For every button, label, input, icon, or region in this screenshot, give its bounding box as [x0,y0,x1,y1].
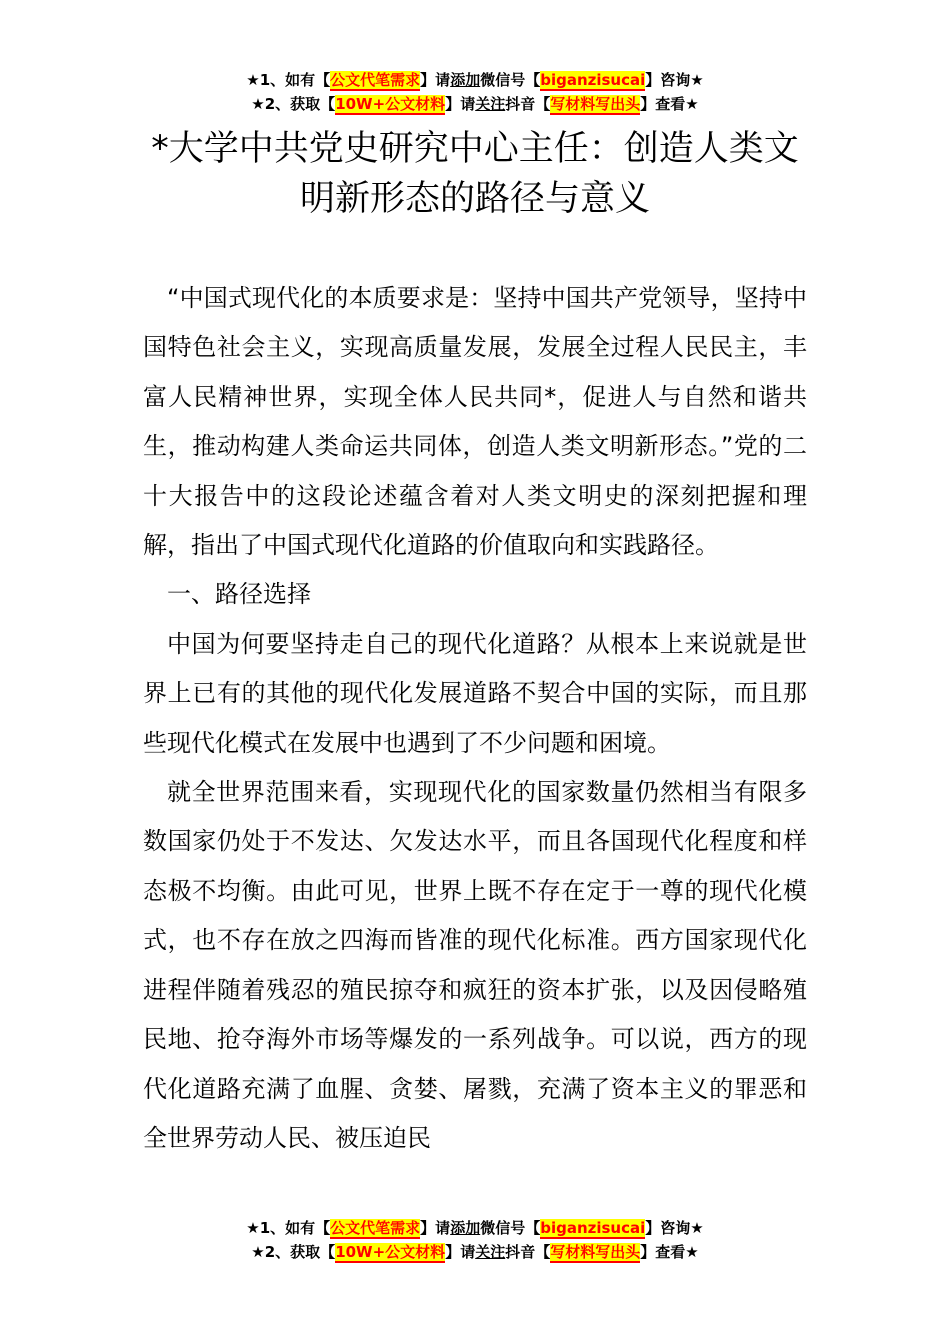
banner-text: 抖音【 [505,95,551,113]
banner-text: 】查看★ [640,1243,699,1261]
banner-highlight: biganzisucai [540,1219,646,1237]
footer-banner [0,1216,950,1264]
banner-underlined: 添加 [450,1219,481,1237]
banner-text: ★2、获取【 [251,95,336,113]
banner-text: 】请 [420,71,451,89]
banner-line-2 [0,1240,950,1264]
banner-line-1 [0,1216,950,1240]
banner-text: 】请 [445,1243,476,1261]
banner-text: 】咨询★ [645,1219,704,1237]
banner-text: ★1、如有【 [246,71,331,89]
banner-text: 】请 [445,95,476,113]
banner-highlight: 公文代笔需求 [330,1219,421,1237]
header-banner [0,68,950,116]
banner-underlined: 关注 [475,1243,506,1261]
banner-highlight: 公文代笔需求 [330,71,421,89]
banner-highlight: 写材料写出头 [550,95,641,113]
paragraph: 就全世界范围来看，实现现代化的国家数量仍然相当有限多数国家仍处于不发达、欠发达水平，而且各国现代化程度和样态极不均衡。由此可见，世界上既不存在定于一尊的现代化模式，也不存在放之四海而皆准的现代化标准。西方国家现代化进程伴随着残忍的殖民掠夺和疯狂的资本扩张，以及因侵略殖民地、抢夺海外市场等爆发的一系列战争。可以说，西方的现代化道路充满了血腥、贪婪、屠戮，充满了资本主义的罪恶和全世界劳动人民、被压迫民 [143,778,807,1152]
paragraph: “中国式现代化的本质要求是：坚持中国共产党领导，坚持中国特色社会主义，实现高质量发展，发展全过程人民民主，丰富人民精神世界，实现全体人民共同*，促进人与自然和谐共生，推动构建人类命运共同体，创造人类文明新形态。”党的二十大报告中的这段论述蕴含着对人类文明史的深刻把握和理解，指出了中国式现代化道路的价值取向和实践路径。 [143,284,807,560]
banner-text: ★1、如有【 [246,1219,331,1237]
banner-text: 微信号【 [480,1219,541,1237]
banner-text: 微信号【 [480,71,541,89]
paragraph: 中国为何要坚持走自己的现代化道路？从根本上来说就是世界上已有的其他的现代化发展道路不契合中国的实际，而且那些现代化模式在发展中也遇到了不少问题和困境。 [143,629,807,757]
section-heading: 一、路径选择 [167,580,311,609]
banner-text: ★2、获取【 [251,1243,336,1261]
banner-text: 】请 [420,1219,451,1237]
banner-text: 】查看★ [640,95,699,113]
banner-highlight: 写材料写出头 [550,1243,641,1261]
banner-highlight: 10W+公文材料 [335,1243,446,1261]
banner-text: 】咨询★ [645,71,704,89]
banner-underlined: 关注 [475,95,506,113]
banner-text: 抖音【 [505,1243,551,1261]
banner-highlight: 10W+公文材料 [335,95,446,113]
banner-line-1 [0,68,950,92]
document-title: *大学中共党史研究中心主任：创造人类文明新形态的路径与意义 [151,129,799,219]
banner-underlined: 添加 [450,71,481,89]
banner-line-2 [0,92,950,116]
banner-highlight: biganzisucai [540,71,646,89]
document-body [143,274,807,1163]
